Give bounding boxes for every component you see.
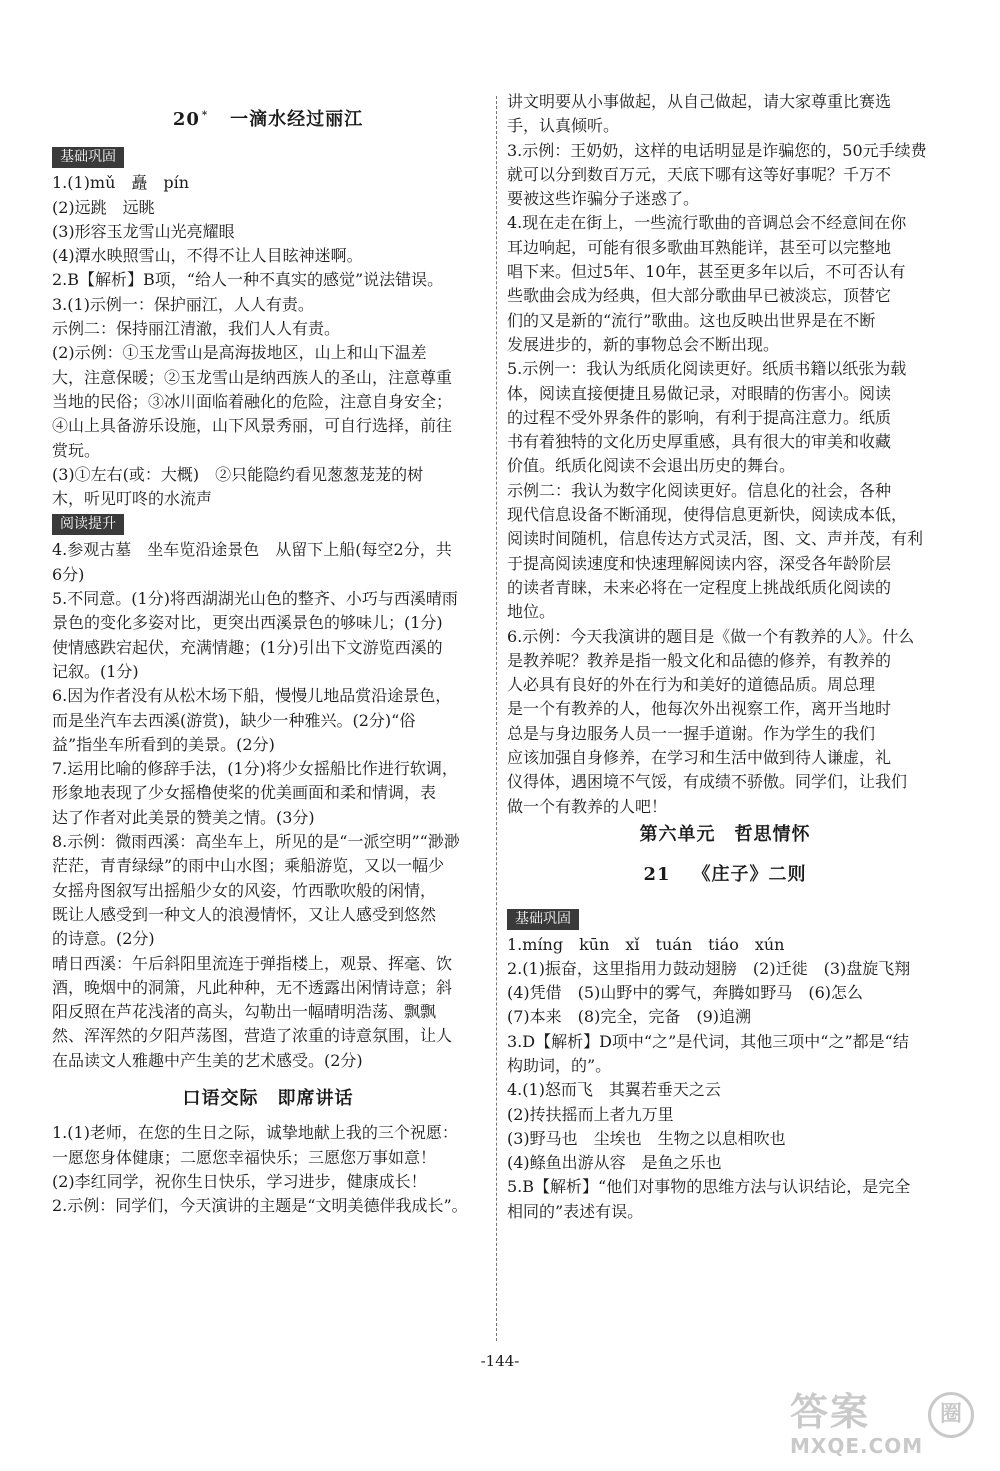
answer-line: (2)示例：①玉龙雪山是高海拔地区，山上和山下温差	[52, 343, 427, 363]
answer-line: 些歌曲会成为经典，但大部分歌曲早已被淡忘，顶替它	[507, 286, 892, 306]
answer-line: 做一个有教养的人吧！	[507, 796, 668, 816]
answer-line: (2)抟扶摇而上者九万里	[507, 1104, 674, 1124]
answer-line: 6.因为作者没有从松木场下船，慢慢儿地品赏沿途景色，	[52, 686, 452, 706]
answer-line: 4.(1)怒而飞 其翼若垂天之云	[507, 1080, 721, 1100]
answer-line: 人必具有良好的外在行为和美好的道德品质。周总理	[507, 675, 876, 695]
answer-line: 发展进步的，新的事物总会不断出现。	[507, 334, 780, 354]
answer-line: 女摇舟图叙写出摇船少女的风姿，竹西歌吹般的闲情，	[52, 880, 437, 900]
lesson-title-20	[52, 104, 484, 132]
answer-line: (4)鲦鱼出游从容 是鱼之乐也	[507, 1153, 722, 1173]
answer-line: 们的又是新的“流行”歌曲。这也反映出世界是在不断	[507, 310, 876, 330]
answer-line: 当地的民俗；③冰川面临着融化的危险，注意自身安全；	[52, 391, 453, 411]
answer-line: 酒，晚烟中的洞箫，凡此种种，无不透露出闲情诗意；斜	[52, 977, 453, 997]
answer-line: 3.D【解析】D项中“之”是代词，其他三项中“之”都是“结	[507, 1031, 909, 1051]
oral-section-title: 口语交际 即席讲话	[182, 1087, 354, 1109]
answer-line: 既让人感受到一种文人的浪漫情怀，又让人感受到悠然	[52, 904, 437, 924]
answer-line: 5.不同意。(1分)将西湖湖光山色的整齐、小巧与西溪晴雨	[52, 589, 458, 609]
answer-line: 记叙。(1分)	[52, 661, 139, 681]
answer-line: 2.(1)振奋，这里指用力鼓动翅膀 (2)迁徙 (3)盘旋飞翔	[507, 958, 911, 978]
page-number: -144-	[480, 1352, 520, 1370]
answer-line: 在品读文人雅趣中产生美的艺术感受。(2分)	[52, 1050, 363, 1070]
answer-line: (4)凭借 (5)山野中的雾气，奔腾如野马 (6)怎么	[507, 983, 863, 1003]
answer-line: 景色的变化多姿对比，更突出西溪景色的够味儿；(1分)	[52, 613, 443, 633]
answer-line: (2)远跳 远眺	[52, 197, 155, 217]
answer-line: ④山上具备游乐设施，山下风景秀丽，可自行选择，前往	[52, 416, 453, 436]
answer-line: 要被这些诈骗分子迷惑了。	[507, 189, 700, 209]
watermark-badge: 圈	[928, 1392, 974, 1438]
answer-line: 晴日西溪：午后斜阳里流连于弹指楼上，观景、挥毫、饮	[52, 953, 453, 973]
answer-line: 地位。	[507, 602, 556, 622]
watermark-logo	[790, 1390, 980, 1466]
answer-line: 的读者青睐，未来必将在一定程度上挑战纸质化阅读的	[507, 577, 892, 597]
answer-line: 一愿您身体健康；二愿您幸福快乐；三愿您万事如意！	[52, 1147, 437, 1167]
answer-line: (3)野马也 尘埃也 生物之以息相吹也	[507, 1128, 786, 1148]
left-column	[52, 90, 484, 1218]
lesson-number-21: 21	[643, 864, 671, 886]
answer-line: 6分)	[52, 564, 85, 584]
answer-line: 仪得体，遇困境不气馁，有成绩不骄傲。同学们，让我们	[507, 772, 908, 792]
answer-line: 然、浑浑然的夕阳芦荡图，营造了浓重的诗意氛围，让人	[52, 1026, 453, 1046]
watermark-url: MXQE.COM	[790, 1434, 924, 1458]
answer-line: 体，阅读直接便捷且易做记录，对眼睛的伤害小。阅读	[507, 383, 892, 403]
answer-line: 赏玩。	[52, 440, 101, 460]
basic-answers	[52, 171, 484, 511]
answer-line: (3)形容玉龙雪山光亮耀眼	[52, 221, 235, 241]
answer-line: 木，听见叮咚的水流声	[52, 489, 213, 509]
answer-line: 4.现在走在街上，一些流行歌曲的音调总会不经意间在你	[507, 213, 907, 233]
section-tag-basic: 基础巩固	[52, 147, 124, 168]
watermark-text: 答案	[790, 1390, 871, 1434]
answer-line: 手，认真倾听。	[507, 116, 620, 136]
answer-line: 阳反照在芦花浅渚的高头，勾勒出一幅晴明浩荡、飘飘	[52, 1002, 437, 1022]
section-tag-reading: 阅读提升	[52, 514, 124, 535]
answer-line: 阅读时间随机，信息传达方式灵活，图、文、声并茂，有利	[507, 529, 924, 549]
answer-line: 讲文明要从小事做起，从自己做起，请大家尊重比赛选	[507, 92, 892, 111]
answer-line: 总是与身边服务人员一一握手道谢。作为学生的我们	[507, 723, 876, 743]
oral-answers	[52, 1121, 484, 1218]
answer-line: 3.(1)示例一：保护丽江，人人有责。	[52, 294, 314, 314]
answer-line: 的诗意。(2分)	[52, 929, 155, 949]
answer-line: (3)①左右(或：大概) ②只能隐约看见葱葱茏茏的树	[52, 464, 424, 484]
answer-line: 1.míng kūn xǐ tuán tiáo xún	[507, 934, 785, 954]
answer-line: 4.参观古墓 坐车览沿途景色 从留下上船(每空2分，共	[52, 540, 452, 560]
answer-line: 是教养呢？教养是指一般文化和品德的修养，有教养的	[507, 650, 892, 670]
answer-line: 就可以分到数百万元，天底下哪有这等好事呢？千万不	[507, 164, 892, 184]
answer-line: (2)李红同学，祝你生日快乐，学习进步，健康成长！	[52, 1171, 427, 1191]
answer-line: 1.(1)老师，在您的生日之际，诚挚地献上我的三个祝愿：	[52, 1123, 458, 1143]
lesson-number: 20 *	[172, 109, 209, 130]
answer-line: 而是坐汽车去西溪(游赏)，缺少一种雅兴。(2分)“俗	[52, 710, 416, 730]
answer-line: 益”指坐车所看到的美景。(2分)	[52, 734, 275, 754]
right-column	[507, 90, 943, 1224]
answer-line: 茫茫，青青绿绿”的雨中山水图；乘船游览，又以一幅少	[52, 856, 445, 876]
answer-line: 8.示例：微雨西溪：高坐车上，所见的是“一派空明”“渺渺	[52, 832, 460, 852]
answer-line: 大，注意保暖；②玉龙雪山是纳西族人的圣山，注意尊重	[52, 367, 453, 387]
answer-line: 达了作者对此美景的赞美之情。(3分)	[52, 807, 315, 827]
answer-line: (7)本来 (8)完全，完备 (9)追溯	[507, 1007, 751, 1027]
section-tag-basic-21: 基础巩固	[507, 909, 579, 930]
answer-line: 7.运用比喻的修辞手法，(1分)将少女摇船比作进行软调，	[52, 759, 458, 779]
answer-line: 价值。纸质化阅读不会退出历史的舞台。	[507, 456, 796, 476]
answer-line: 1.(1)mǔ 矗 pín	[52, 173, 190, 193]
lesson-title-21	[507, 863, 943, 887]
answer-line: 书有着独特的文化历史厚重感，具有很大的审美和收藏	[507, 432, 892, 452]
answer-line: 形象地表现了少女摇橹使桨的优美画面和柔和情调，表	[52, 783, 437, 803]
answer-line: (4)潭水映照雪山，不得不让人目眩神迷啊。	[52, 246, 363, 266]
answer-line: 于提高阅读速度和快速理解阅读内容，深受各年龄阶层	[507, 553, 892, 573]
basic-answers-21	[507, 933, 943, 1225]
answer-line: 2.B【解析】B项，“给人一种不真实的感觉”说法错误。	[52, 270, 444, 290]
column-divider	[496, 96, 497, 1341]
answer-line: 应该加强自身修养，在学习和生活中做到待人谦虚，礼	[507, 748, 892, 768]
answer-line: 耳边响起，可能有很多歌曲耳熟能详，甚至可以完整地	[507, 237, 892, 257]
answer-line: 现代信息设备不断涌现，使得信息更新快，阅读成本低，	[507, 505, 908, 525]
answer-line: 示例二：保持丽江清澈，我们人人有责。	[52, 319, 341, 339]
answer-line: 唱下来。但过5年、10年，甚至更多年以后，不可否认有	[507, 262, 906, 282]
answer-line: 示例二：我认为数字化阅读更好。信息化的社会，各种	[507, 480, 892, 500]
answer-line: 5.示例一：我认为纸质化阅读更好。纸质书籍以纸张为载	[507, 359, 907, 379]
answer-line: 相同的”表述有误。	[507, 1201, 644, 1221]
answer-line: 6.示例：今天我演讲的题目是《做一个有教养的人》。什么	[507, 626, 915, 646]
answer-line: 构助词，的”。	[507, 1055, 612, 1075]
answer-line: 2.示例：同学们，今天演讲的主题是“文明美德伴我成长”。	[52, 1196, 468, 1216]
lesson-title-21-text: 《庄子》二则	[692, 864, 807, 886]
answer-line: 5.B【解析】“他们对事物的思维方法与认识结论，是完全	[507, 1177, 911, 1197]
reading-answers	[52, 538, 484, 1073]
answer-line: 使情感跌宕起伏，充满情趣；(1分)引出下文游览西溪的	[52, 637, 443, 657]
answer-line: 是一个有教养的人，他每次外出视察工作，离开当地时	[507, 699, 892, 719]
lesson-title-text: 一滴水经过丽江	[230, 109, 364, 130]
oral-answers-continued	[507, 90, 943, 819]
answer-line: 3.示例：王奶奶，这样的电话明显是诈骗您的，50元手续费	[507, 140, 927, 160]
unit-title: 第六单元 哲思情怀	[639, 823, 811, 845]
answer-line: 的过程不受外界条件的影响，有利于提高注意力。纸质	[507, 407, 892, 427]
